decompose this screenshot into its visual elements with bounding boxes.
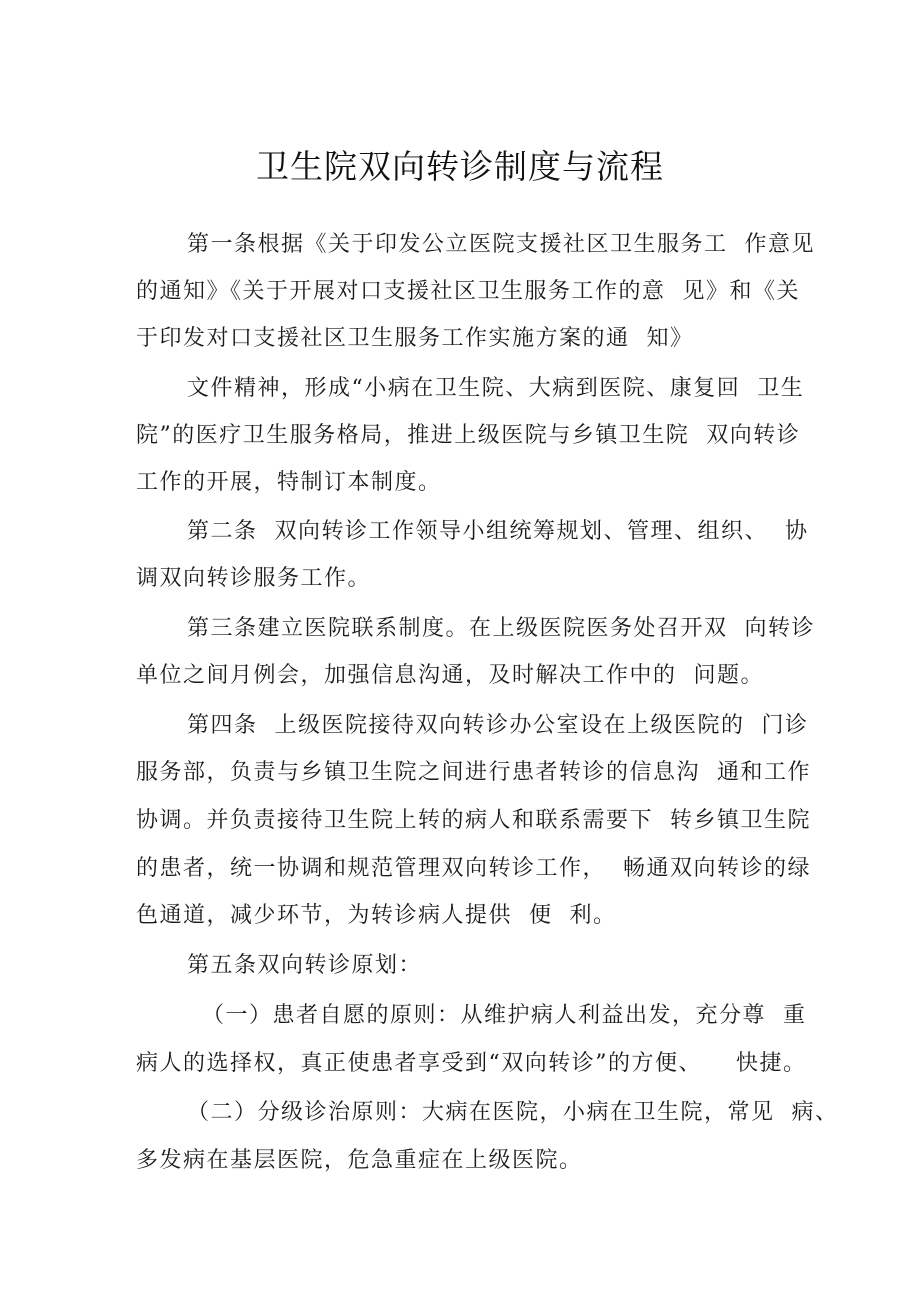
body-line: 单位之间月例会，加强信息沟通，及时解决工作中的 问题。 [136,663,764,688]
body-line: （二）分级诊治原则：大病在医院，小病在卫生院，常见 病、 [187,1100,839,1125]
body-line: 第四条 上级医院接待双向转诊办公室设在上级医院的 门诊 [187,713,809,738]
body-line: 文件精神，形成“小病在卫生院、大病到医院、康复回 卫生 [187,376,805,401]
body-line: 第五条双向转诊原划： [187,953,423,978]
body-line: 于印发对口支援社区卫生服务工作实施方案的通 知》 [136,326,694,351]
body-line: （一）患者自愿的原则：从维护病人利益出发，充分尊 重 [202,1003,807,1028]
body-line: 多发病在基层医院，危急重症在上级医院。 [136,1148,583,1173]
body-line: 第三条建立医院联系制度。在上级医院医务处召开双 向转诊 [187,616,815,641]
body-line: 院”的医疗卫生服务格局，推进上级医院与乡镇卫生院 双向转诊 [136,423,801,448]
body-line: 的患者，统一协调和规范管理双向转诊工作， 畅通双向转诊的绿 [136,856,811,881]
body-line: 病人的选择权，真正使患者享受到“双向转诊”的方便、 快捷。 [136,1051,807,1076]
body-line: 工作的开展，特制订本制度。 [136,470,442,495]
body-line: 的通知》《关于开展对口支援社区卫生服务工作的意 见》和《关 [136,279,800,304]
body-line: 协调。并负责接待卫生院上转的病人和联系需要下 转乡镇卫生院 [136,808,811,833]
body-line: 第一条根据《关于印发公立医院支援社区卫生服务工 作意见 [187,232,815,257]
body-line: 第二条 双向转诊工作领导小组统筹规划、管理、组织、 协 [187,519,809,544]
body-line: 服务部，负责与乡镇卫生院之间进行患者转诊的信息沟 通和工作 [136,760,811,785]
document-title: 卫生院双向转诊制度与流程 [256,147,664,186]
body-line: 色通道，减少环节，为转诊病人提供 便 利。 [136,903,617,928]
body-line: 调双向转诊服务工作。 [136,566,372,591]
